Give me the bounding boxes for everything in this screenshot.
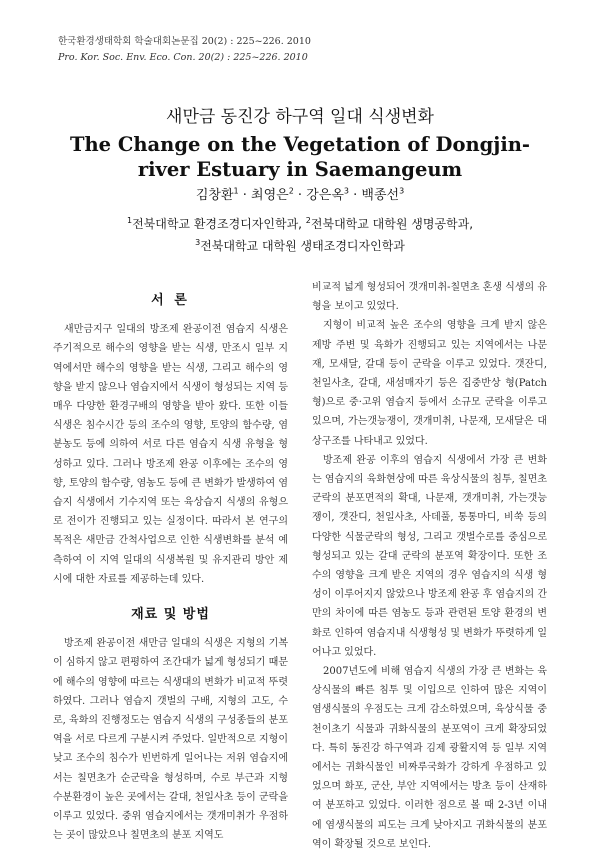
right-column	[312, 278, 547, 854]
author-list	[0, 184, 600, 203]
journal-citation-ko: 한국환경생태학회 학술대회논문집 20(2) : 225~226. 2010	[58, 36, 311, 47]
author-affil-mark: 3	[343, 186, 349, 196]
title-korean: 새만금 동진강 하구역 일대 식생변화	[166, 107, 434, 127]
paragraph: 방조제 완공이전 새만금 일대의 식생은 지형의 기복이 심하지 않고 편평하여 조간대가 넓게 형성되기 때문에 해수의 영향에 따르는 식생대의 변화가 비교적 뚜렷하였다. 그러나 염습지 갯벌의 구배, 지형의 고도, 수로, 육화의 진행정도는 염습지 식생의 구성종들의 분포역을 서로 다르게 구분시켜 주었다. 일반적으로 지형이 낮고 조수의 침수가 빈번하게 일어나는 저위 염습지에서는 칠면초가 순군락을 형성하며, 수로 부근과 지형 수분환경이 높은 곳에서는 갈대, 천일사초 등이 군락을 이루고 있었다. 중위 염습지에서는 갯개미취가 우점하는 곳이 많았으나 칠면초의 분포 지역도	[53, 638, 288, 842]
paragraph: 비교적 넓게 형성되어 갯개미취-칠면초 혼생 식생의 유형을 보이고 있었다.	[312, 282, 547, 313]
left-column	[53, 283, 288, 845]
author-separator: ·	[238, 188, 252, 203]
section-heading-introduction: 서 론	[151, 293, 190, 308]
journal-header	[58, 34, 311, 66]
paragraph: 방조제 완공 이후의 염습지 식생에서 가장 큰 변화는 염습지의 육화현상에 따른 육상식물의 침투, 칠면초 군락의 분포면적의 확대, 나문재, 갯개미취, 가는갯능쟁이, 갯잔디, 천일사초, 사데풀, 통통마디, 비쑥 등의 다양한 식물군락의 형성, 그리고 갯벌수로를 중심으로 형성되고 있는 갈대 군락의 분포역 확장이다. 또한 조수의 영향을 크게 받은 지역의 경우 염습지의 식생 형성이 이루어지지 않았으나 방조제 완공 후 염습지의 간만의 차이에 따른 염농도 등과 관련된 토양 환경의 변화로 인하여 염습지내 식생형성 및 변화가 뚜렷하게 일어나고 있었다.	[312, 454, 547, 658]
affiliations	[50, 213, 550, 257]
author-affil-mark: 2	[288, 186, 294, 196]
journal-citation-en: Pro. Kor. Soc. Env. Eco. Con. 20(2) : 225~226. 2010	[58, 52, 308, 63]
author-name: 강은옥	[306, 188, 344, 203]
affiliation-mark: 3	[195, 238, 201, 247]
author-name: 최영은	[251, 188, 289, 203]
paragraph: 지형이 비교적 높은 조수의 영향을 크게 받지 않은 제방 주변 및 육화가 진행되고 있는 지역에서는 나문재, 모새달, 갈대 등이 군락을 이루고 있었다. 갯잔디, 천일사초, 갈대, 새섬매자기 등은 집중반상 형(Patch 형)으로 중·고위 염습지 등에서 소규모 군락을 이루고 있으며, 가는갯능쟁이, 갯개미취, 나문재, 모새달은 대상구조를 나타내고 있었다.	[312, 320, 547, 447]
author-affil-mark: 1	[233, 186, 239, 196]
affiliation-line	[50, 235, 550, 257]
affiliation-line	[50, 213, 550, 235]
author-separator: ·	[293, 188, 307, 203]
section-heading-methods: 재료 및 방법	[131, 607, 210, 623]
affiliation-text: 전북대학교 환경조경디자인학과,	[132, 217, 306, 231]
affiliation-text: 전북대학교 대학원 생명공학과,	[310, 217, 474, 231]
title-english: The Change on the Vegetation of Dongjin-river Estuary in Saemangeum	[69, 133, 531, 181]
author-name: 백종선	[361, 188, 400, 203]
paragraph: 새만금지구 일대의 방조제 완공이전 염습지 식생은 주기적으로 해수의 영향을 받는 식생, 만조시 일부 지역에서만 해수의 영향을 받는 식생, 그리고 해수의 영향을 받지 않으나 염습지에서 식생이 형성되는 지역 등 매우 다양한 환경구배의 영향을 받아 왔다. 또한 이들 식생은 침수시간 등의 조수의 영향, 토양의 함수량, 염분농도 등에 의하여 서로 다른 염습지 식생 유형을 형성하고 있다. 그러나 방조제 완공 이후에는 조수의 영향, 토양의 함수량, 염농도 등에 큰 변화가 발생하여 염습지 식생에서 기수지역 또는 육상습지 식생의 유형으로 전이가 진행되고 있는 실정이다. 따라서 본 연구의 목적은 새만금 간척사업으로 인한 식생변화를 분석 예측하여 이 지역 일대의 식생복원 및 유지관리 방안 제시에 대한 자료를 제공하는데 있다.	[53, 324, 288, 585]
affiliation-mark: 1	[126, 216, 133, 225]
affiliation-text: 전북대학교 대학원 생태조경디자인학과	[200, 239, 405, 253]
author-separator: ·	[348, 188, 362, 203]
author-name: 김창환	[195, 188, 234, 203]
author-affil-mark: 3	[399, 186, 405, 196]
affiliation-mark: 2	[305, 216, 311, 225]
paragraph: 2007년도에 비해 염습지 식생의 가장 큰 변화는 육상식물의 빠른 침투 및 이입으로 인하여 많은 지역이 염생식물의 우점도는 크게 감소하였으며, 육상식물 중 천이초기 식물과 귀화식물의 분포역이 크게 확장되었다. 특히 동진강 하구역과 김제 광활지역 등 일부 지역에서는 귀화식물인 비짜루국화가 강하게 우점하고 있었으며 화포, 군산, 부안 지역에서는 방초 등이 산재하여 분포하고 있었다. 이러한 점으로 볼 때 2-3년 이내에 염생식물의 피도는 크게 낮아지고 귀화식물의 분포역이 확장될 것으로 보인다.	[312, 666, 547, 850]
